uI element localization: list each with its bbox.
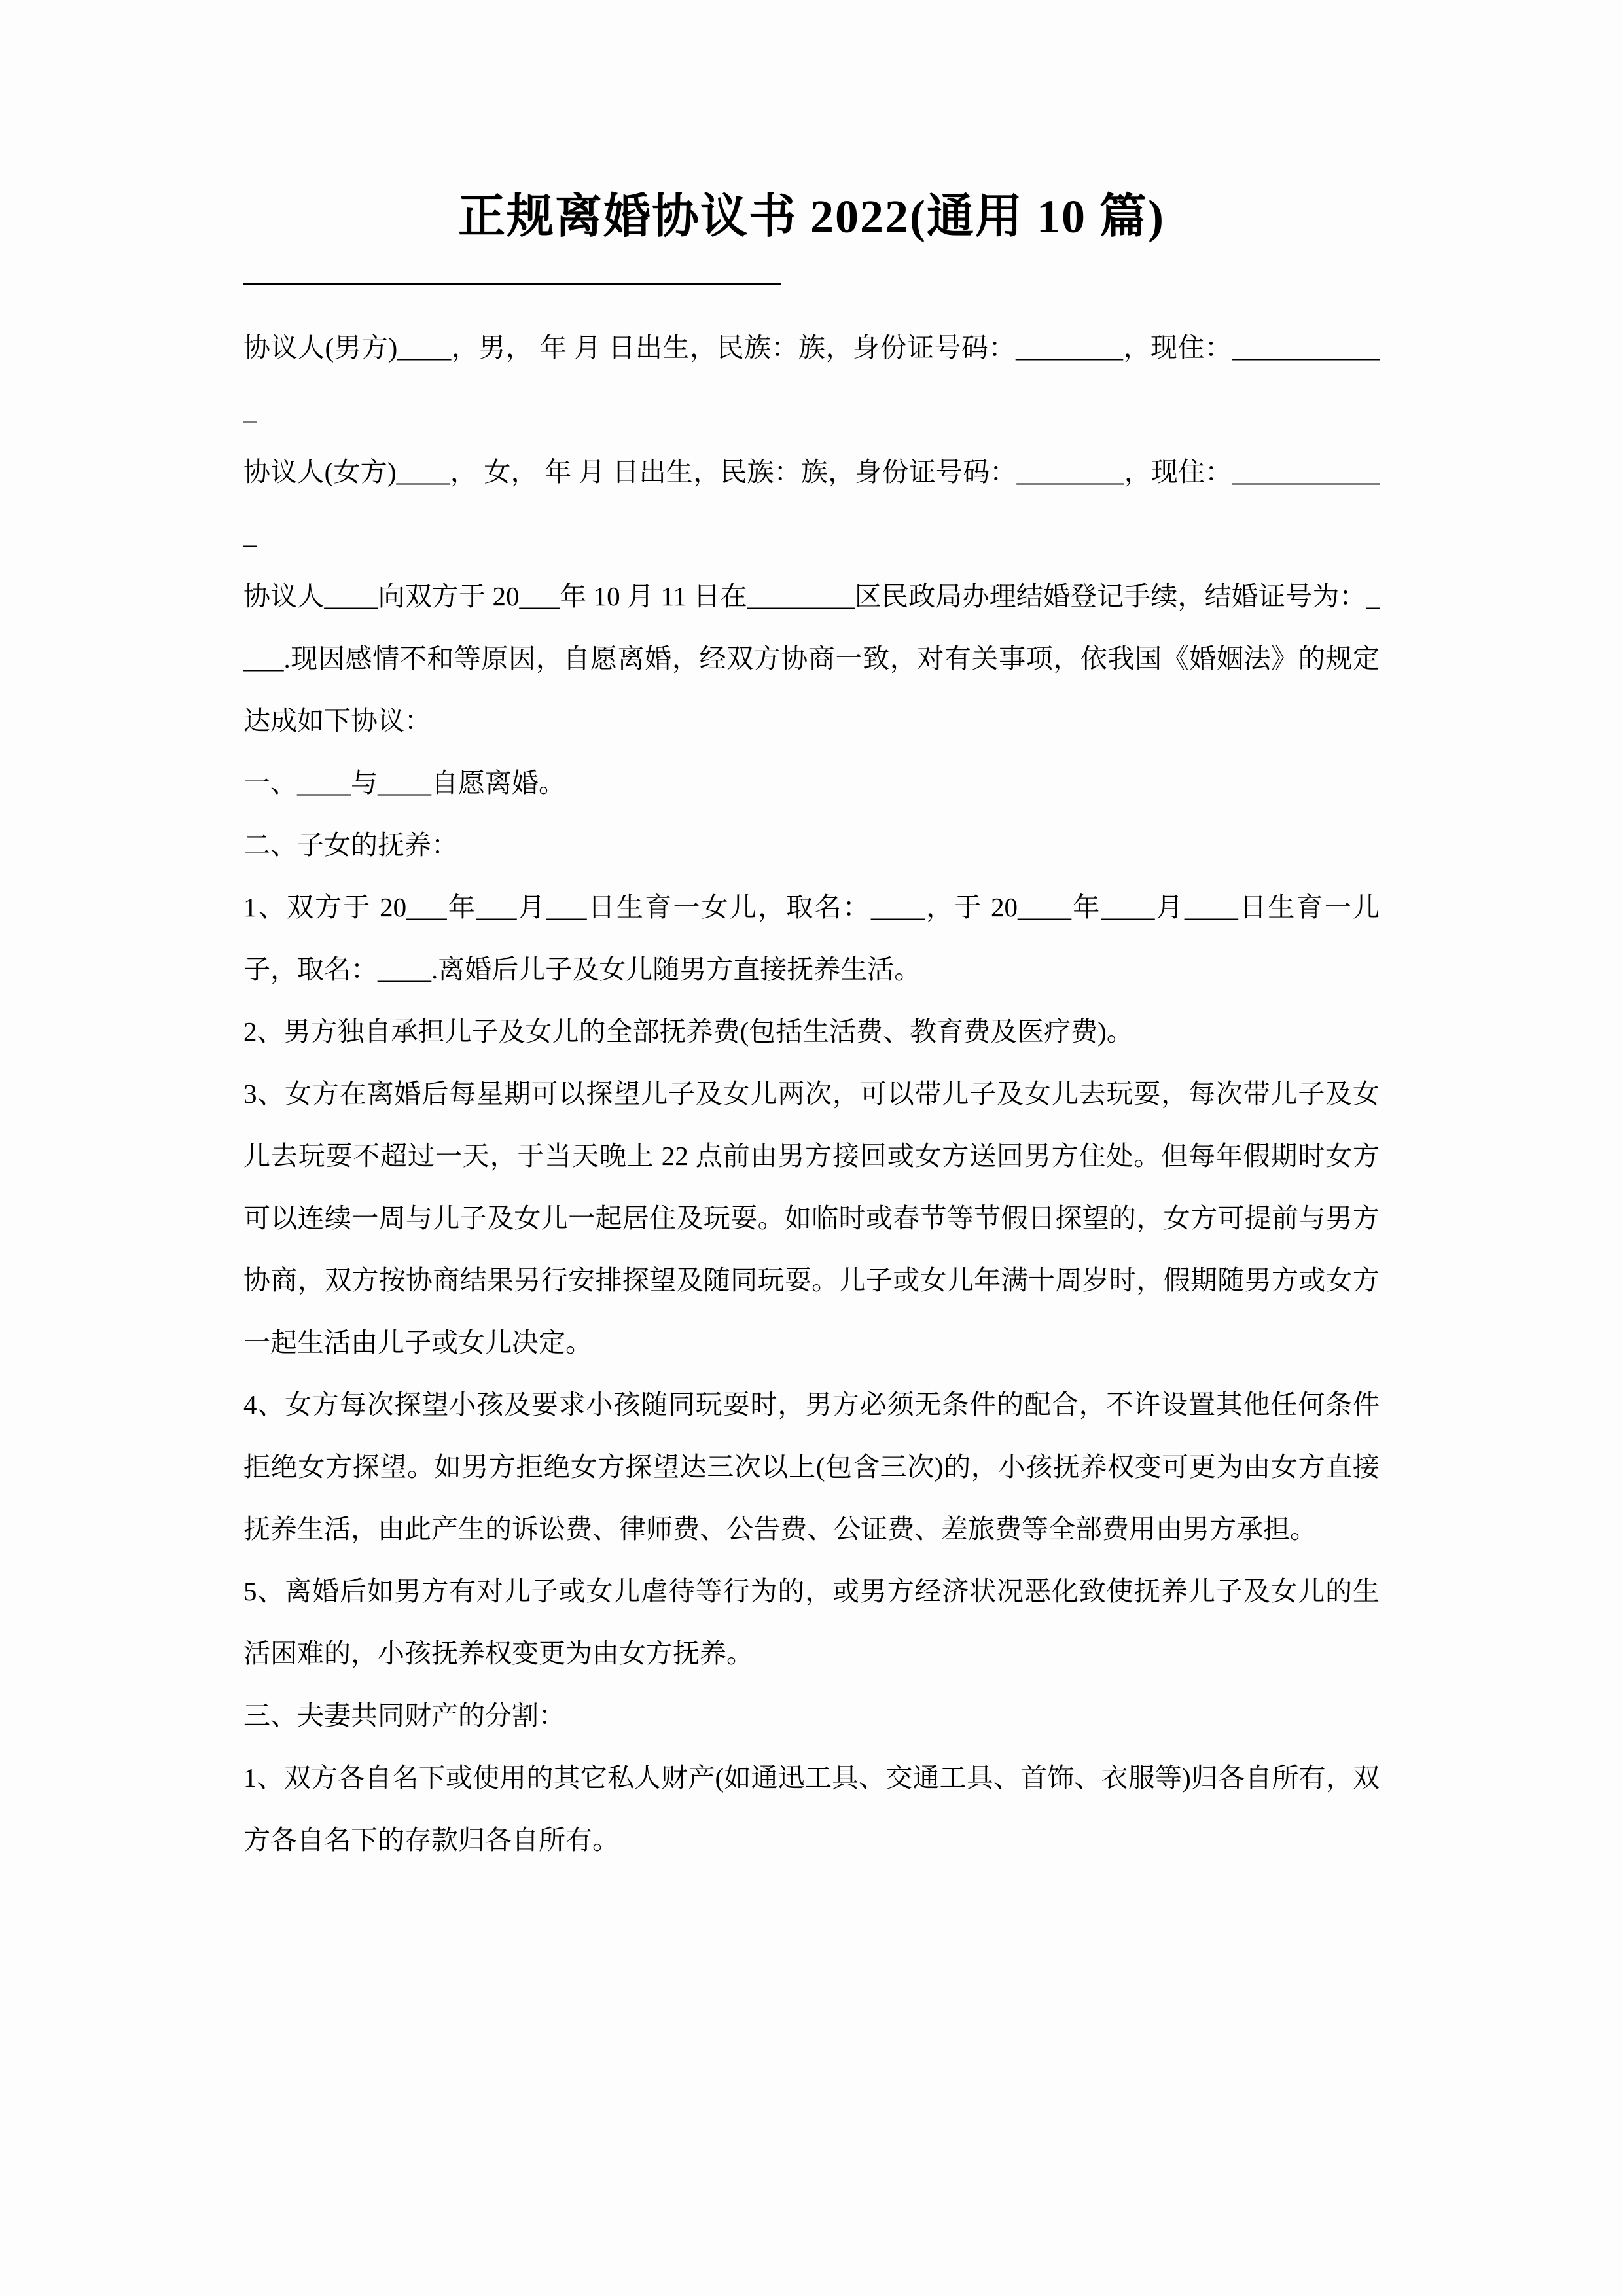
custody-item-2: 2、男方独自承担儿子及女儿的全部抚养费(包括生活费、教育费及医疗费)。 (243, 1016, 1133, 1047)
clause-two-heading-custody: 二、子女的抚养： (243, 830, 458, 860)
title-separator-rule: ———————————————————— (243, 268, 780, 297)
page-title: 正规离婚协议书 2022(通用 10 篇) (458, 190, 1165, 243)
property-item-1: 1、双方各自名下或使用的其它私人财产(如通迅工具、交通工具、首饰、衣服等)归各自所有，双方各自名下的存款归各自所有。 (243, 1763, 1380, 1855)
clause-three-heading-property: 三、夫妻共同财产的分割： (243, 1700, 565, 1731)
custody-item-3: 3、女方在离婚后每星期可以探望儿子及女儿两次，可以带儿子及女儿去玩耍，每次带儿子及女儿去玩耍不超过一天，于当天晚上 22 点前由男方接回或女方送回男方住处。但每年假期时女方可以连续一周与儿子及女儿一起居住及玩耍。如临时或春节等节假日探望的，女方可提前与男方协商，双方按协商结果另行安排探望及随同玩耍。儿子或女儿年满十周岁时，假期随男方或女方一起生活由儿子或女儿决定。 (243, 1079, 1380, 1357)
custody-item-5: 5、离婚后如男方有对儿子或女儿虐待等行为的，或男方经济状况恶化致使抚养儿子及女儿的生活困难的，小孩抚养权变更为由女方抚养。 (243, 1576, 1380, 1668)
custody-item-1: 1、双方于 20___年___月___日生育一女儿，取名：____，于 20____年____月____日生育一儿子，取名：____.离婚后儿子及女儿随男方直接抚养生活。 (243, 892, 1380, 984)
agreement-body (243, 317, 1380, 1871)
custody-item-4: 4、女方每次探望小孩及要求小孩随同玩耍时，男方必须无条件的配合，不许设置其他任何条件拒绝女方探望。如男方拒绝女方探望达三次以上(包含三次)的，小孩抚养权变可更为由女方直接抚养生活，由此产生的诉讼费、律师费、公告费、公证费、差旅费等全部费用由男方承担。 (243, 1390, 1380, 1544)
clause-one-voluntary-divorce: 一、____与____自愿离婚。 (243, 768, 565, 798)
paragraph-male-party: 协议人(男方)____，男， 年 月 日出生，民族：族，身份证号码：________，现住：____________ (243, 332, 1380, 425)
paragraph-marriage-registration: 协议人____向双方于 20___年 10 月 11 日在________区民政局办理结婚登记手续，结婚证号为：____.现因感情不和等原因，自愿离婚，经双方协商一致，对有关事项，依我国《婚姻法》的规定达成如下协议： (243, 581, 1380, 736)
document-content (243, 0, 1380, 1871)
paragraph-female-party: 协议人(女方)____， 女， 年 月 日出生，民族：族，身份证号码：________，现住：____________ (243, 457, 1380, 549)
